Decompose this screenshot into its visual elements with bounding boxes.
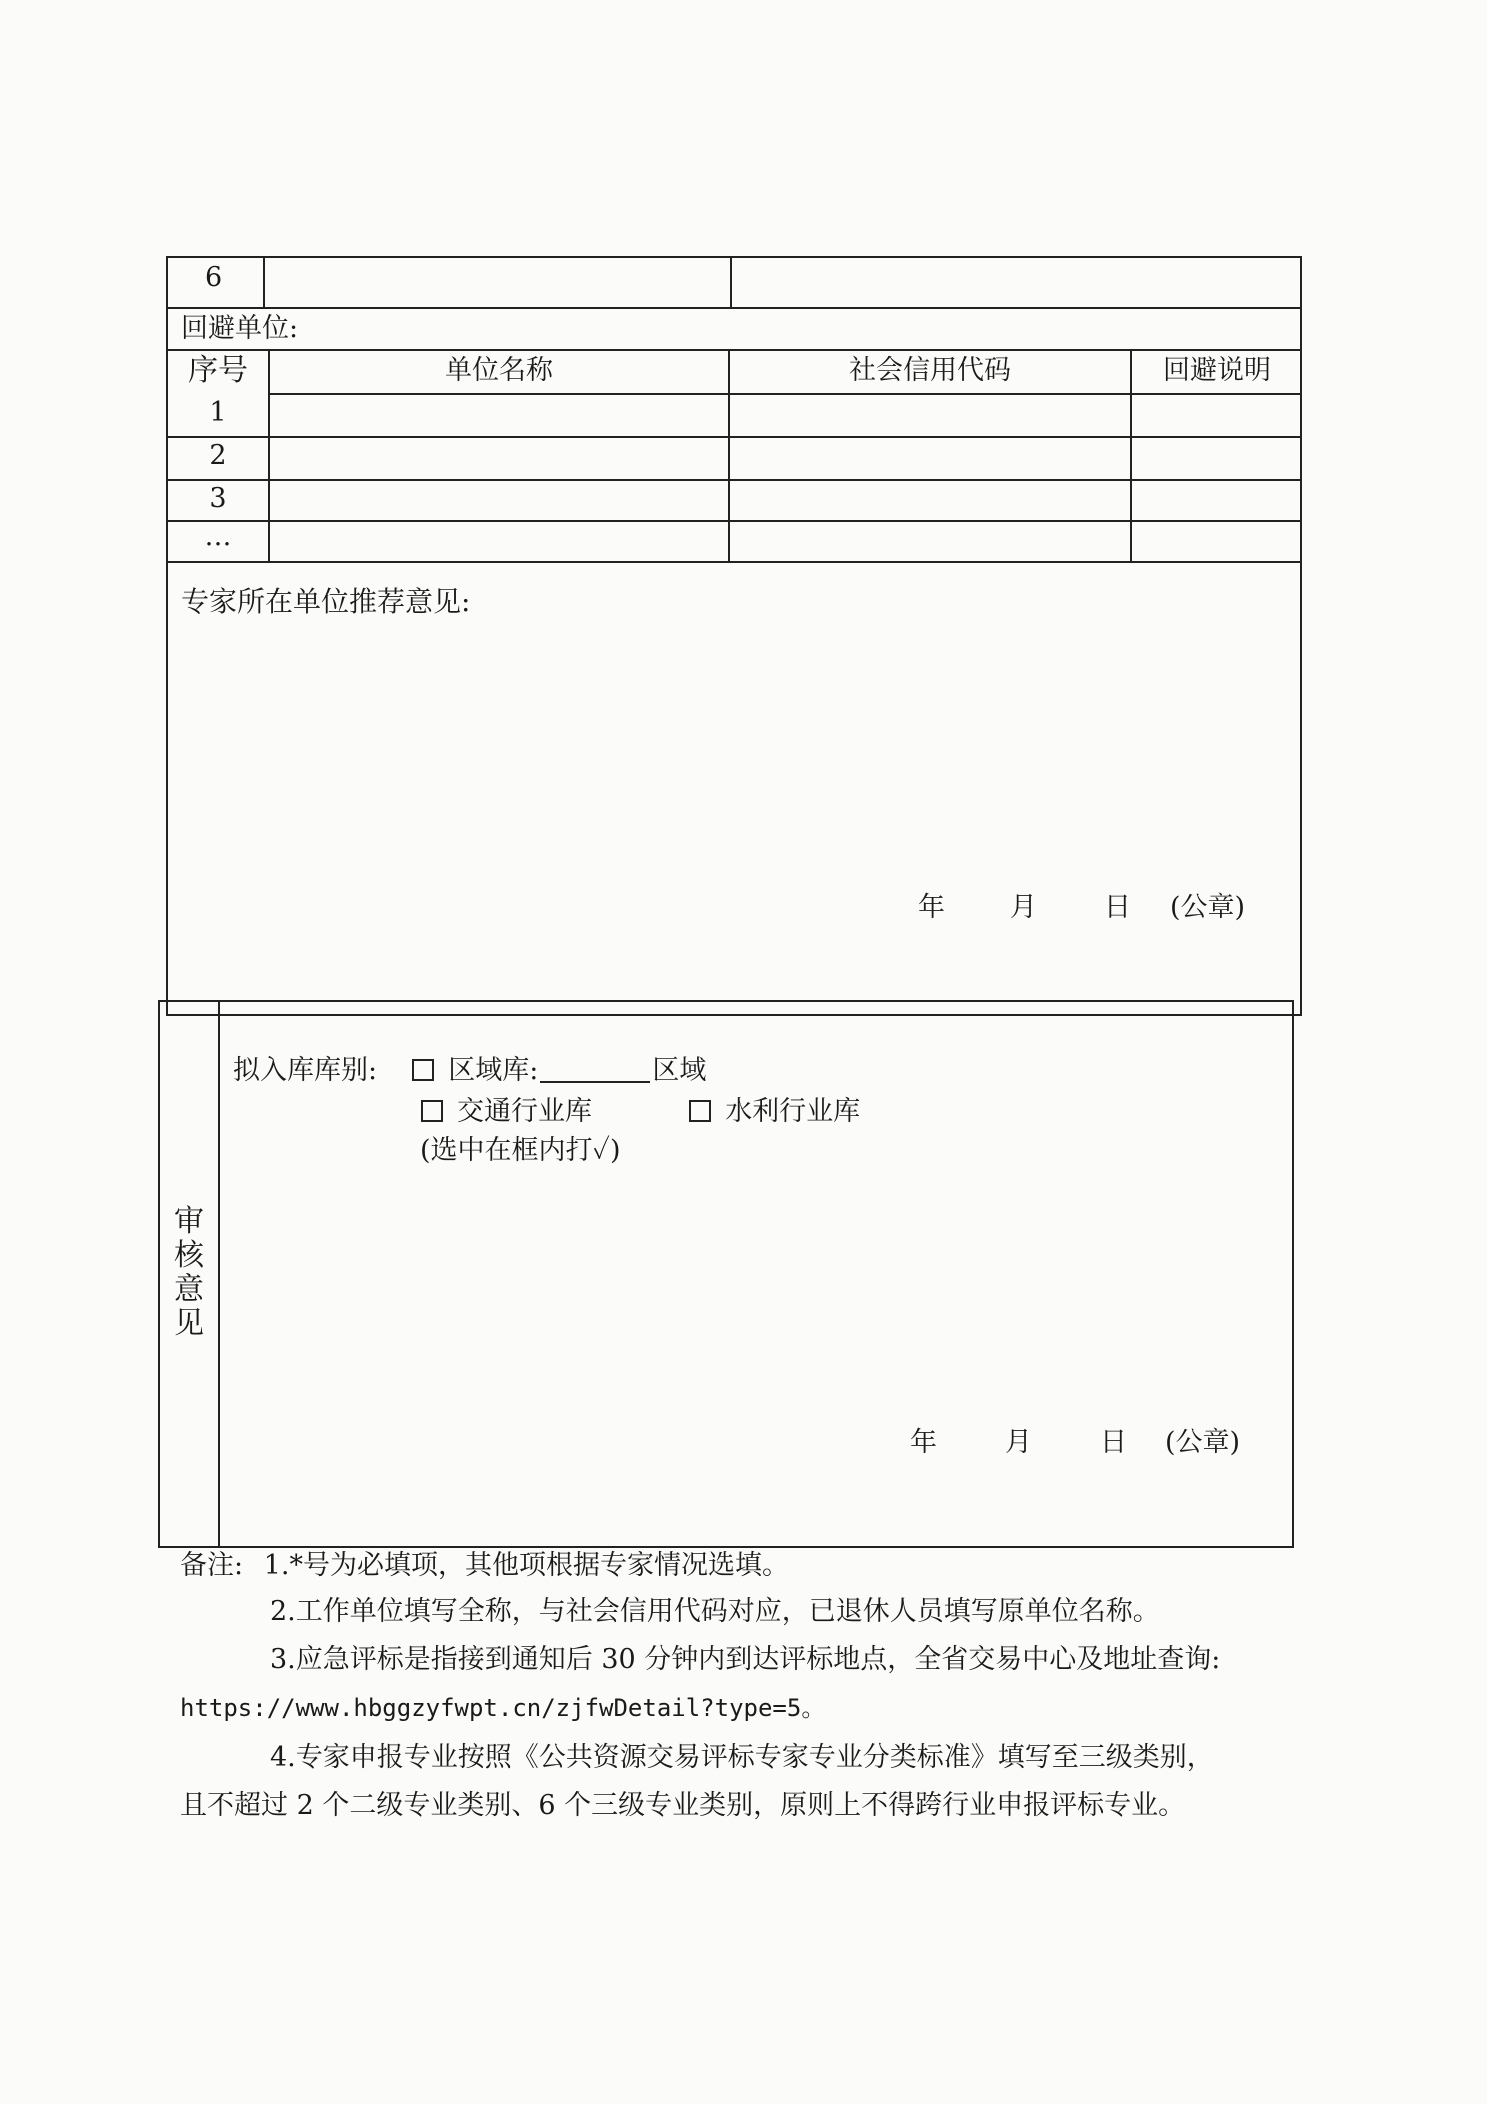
avoid-row-index: 1	[209, 397, 227, 428]
top-row-number: 6	[205, 262, 223, 293]
avoid-row-index: 2	[209, 440, 227, 471]
review-date-day: 日	[1100, 1427, 1127, 1458]
col-header-avoid-note: 回避说明	[1163, 355, 1271, 386]
note-1: 1.*号为必填项，其他项根据专家情况选填。	[263, 1550, 789, 1581]
recommendation-date-month: 月	[1010, 892, 1037, 923]
review-industry-row	[421, 1097, 860, 1127]
notes-line-1	[180, 1551, 789, 1581]
option-water-label: 水利行业库	[725, 1096, 861, 1127]
review-side-label: 审核意见	[174, 1204, 204, 1341]
note-2: 2.工作单位填写全称，与社会信用代码对应，已退休人员填写原单位名称。	[270, 1596, 1160, 1627]
option-transport-label: 交通行业库	[457, 1096, 592, 1127]
avoid-row-index: 3	[209, 483, 227, 514]
avoidance-heading: 回避单位:	[181, 313, 299, 344]
checkbox-transport[interactable]	[421, 1100, 443, 1122]
col-header-unit-name: 单位名称	[445, 355, 553, 386]
notes-prefix: 备注:	[180, 1550, 244, 1581]
col-header-credit-code: 社会信用代码	[849, 355, 1011, 386]
review-date-year: 年	[910, 1427, 937, 1458]
recommendation-label: 专家所在单位推荐意见:	[181, 585, 471, 618]
recommendation-seal: (公章)	[1170, 892, 1246, 923]
note-4a: 4.专家申报专业按照《公共资源交易评标专家专业分类标准》填写至三级类别，	[270, 1742, 1214, 1773]
note-3a: 3.应急评标是指接到通知后 30 分钟内到达评标地点，全省交易中心及地址查询:	[270, 1644, 1221, 1675]
col-header-index: 序号	[188, 353, 248, 388]
region-suffix: 区域	[652, 1055, 707, 1086]
recommendation-date-year: 年	[918, 892, 945, 923]
note-4b: 且不超过 2 个二级专业类别、6 个三级专业类别，原则上不得跨行业申报评标专业。	[180, 1790, 1186, 1821]
review-category-row	[233, 1055, 706, 1086]
checkbox-water[interactable]	[689, 1100, 711, 1122]
review-category-label: 拟入库库别:	[233, 1055, 378, 1086]
avoid-row-index: …	[204, 521, 232, 552]
region-input[interactable]	[540, 1055, 650, 1083]
recommendation-date-day: 日	[1104, 892, 1131, 923]
checkbox-region[interactable]	[412, 1059, 434, 1081]
review-date-month: 月	[1005, 1427, 1032, 1458]
review-hint: (选中在框内打✓)	[420, 1135, 621, 1166]
option-region-label: 区域库:	[448, 1055, 539, 1086]
review-seal: (公章)	[1165, 1427, 1241, 1458]
note-3b-url[interactable]: https://www.hbggzyfwpt.cn/zjfwDetail?type=5。	[180, 1694, 826, 1722]
